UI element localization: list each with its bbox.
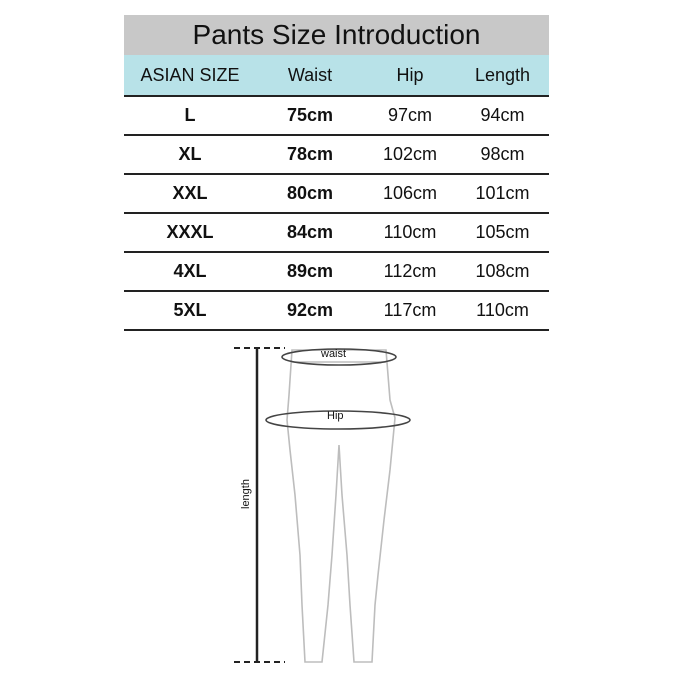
- size-cell: XL: [178, 144, 202, 164]
- header-waist: Waist: [287, 64, 333, 85]
- length-cell: 108cm: [475, 261, 530, 281]
- length-label: length: [240, 479, 252, 509]
- length-cell: 94cm: [480, 105, 525, 125]
- waist-cell: 75cm: [286, 105, 334, 125]
- waist-cell: 78cm: [286, 144, 334, 164]
- size-cell: 5XL: [173, 300, 207, 320]
- hip-cell: 97cm: [387, 105, 432, 125]
- waist-cell: 89cm: [286, 261, 334, 281]
- waist-cell: 84cm: [286, 222, 334, 242]
- length-cell: 110cm: [476, 300, 529, 320]
- header-asian-size: ASIAN SIZE: [140, 64, 240, 85]
- waist-cell: 92cm: [286, 300, 334, 320]
- size-cell: XXXL: [166, 222, 214, 242]
- size-cell: 4XL: [173, 261, 207, 281]
- length-cell: 105cm: [475, 222, 530, 242]
- length-cell: 101cm: [475, 183, 530, 203]
- waist-label: waist: [321, 348, 347, 360]
- header-length: Length: [474, 64, 531, 85]
- header-hip: Hip: [396, 64, 424, 85]
- hip-cell: 112cm: [383, 261, 437, 281]
- size-cell: XXL: [172, 183, 208, 203]
- table-title: Pants Size Introduction: [124, 15, 549, 55]
- hip-cell: 117cm: [383, 300, 437, 320]
- hip-cell: 106cm: [382, 183, 438, 203]
- size-cell: L: [184, 105, 196, 125]
- leggings-outline: [287, 350, 395, 662]
- hip-label: Hip: [327, 410, 344, 422]
- waist-cell: 80cm: [286, 183, 334, 203]
- hip-cell: 110cm: [383, 222, 437, 242]
- hip-cell: 102cm: [382, 144, 438, 164]
- length-cell: 98cm: [480, 144, 525, 164]
